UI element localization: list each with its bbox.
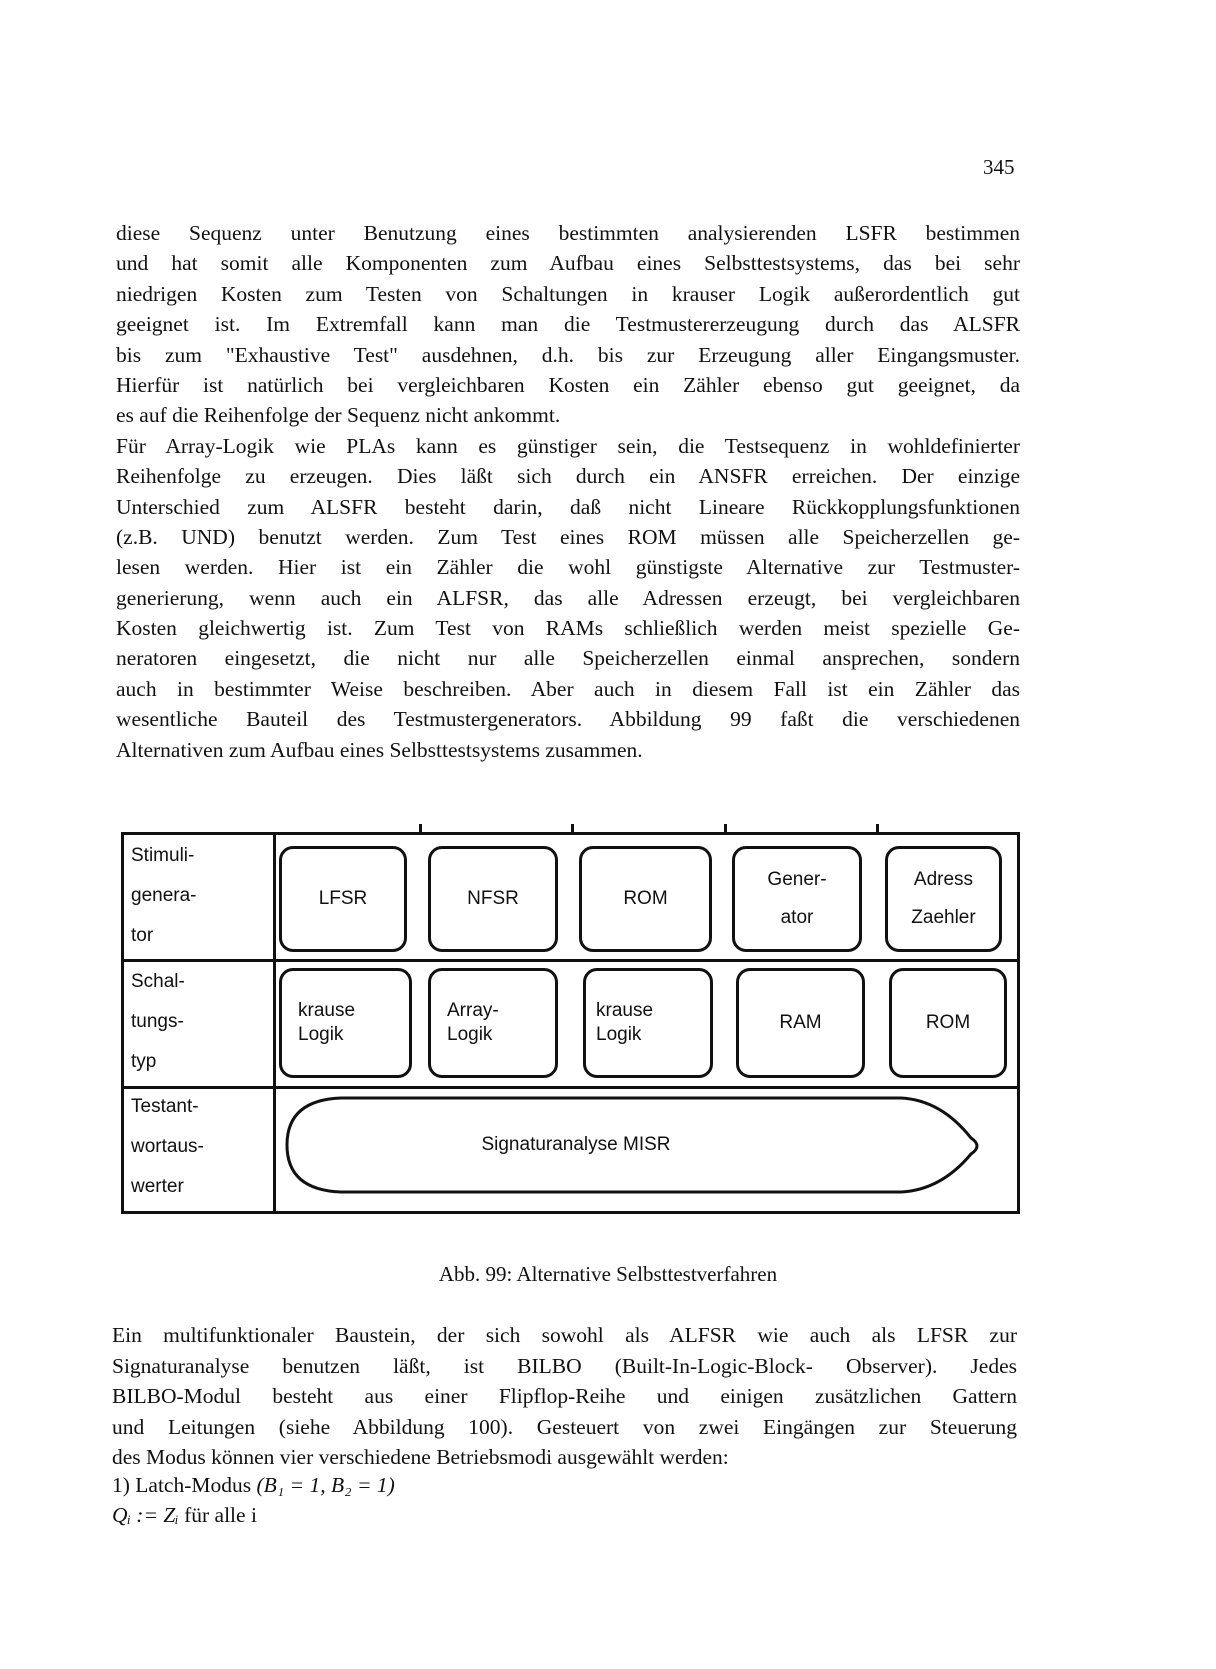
list-item-label: 1) Latch-Modus [112,1473,257,1497]
text-line: auch in bestimmter Weise beschreiben. Aber auch in diesem Fall ist ein Zähler das [116,676,1020,701]
figure-99 [121,832,1020,1214]
text-line: Hierfür ist natürlich bei vergleichbaren Kosten ein Zähler ebenso gut geeignet, da [116,372,1020,397]
cell-krause-logik-2: krause Logik [583,968,713,1078]
body-text-top [116,218,1020,765]
rule-text: für alle i [178,1503,257,1527]
figure-caption: Abb. 99: Alternative Selbsttestverfahren [438,1262,778,1286]
text-line: Ein multifunktionaler Baustein, der sich sowohl als ALFSR wie auch als LFSR zur [112,1323,1017,1347]
column-tick [724,824,727,835]
text-line: Kosten gleichwertig ist. Zum Test von RAMs schließlich werden meist spezielle Ge- [116,616,1020,641]
text-line: lesen werden. Hier ist ein Zähler die wohl günstigste Alternative zur Testmuster- [116,555,1020,580]
column-tick [876,824,879,835]
text-line: Alternativen zum Aufbau eines Selbsttestsystems zusammen. [116,737,643,762]
cell-adress-zaehler: Adress Zaehler [885,846,1002,952]
text-line: bis zum "Exhaustive Test" ausdehnen, d.h. bis zur Erzeugung aller Eingangsmuster. [116,342,1020,367]
text-line: Signaturanalyse benutzen läßt, ist BILBO (Built-In-Logic-Block- Observer). Jedes [112,1353,1017,1378]
text-line: BILBO-Modul besteht aus einer Flipflop-Reihe und einigen zusätzlichen Gattern [112,1384,1017,1408]
cell-nfsr: NFSR [428,846,558,952]
text-line: Unterschied zum ALSFR besteht darin, daß nicht Lineare Rückkopplungsfunktionen [116,494,1020,519]
list-item-rule [112,1503,257,1528]
cell-krause-logik: krause Logik [279,968,412,1078]
page-number: 345 [983,155,1015,179]
text-line: und Leitungen (siehe Abbildung 100). Gesteuert von zwei Eingängen zur Steuerung [112,1414,1017,1439]
column-tick [571,824,574,835]
cell-lfsr: LFSR [279,846,407,952]
paragraph-1 [116,218,1020,431]
paragraph-2 [116,431,1020,765]
row-label-testantwortauswerter: Testant- wortaus- werter [131,1096,204,1197]
rule-formula: Qᵢ := Zᵢ [112,1503,179,1527]
row-divider [121,1086,1020,1089]
row-divider [121,959,1020,962]
text-line: und hat somit alle Komponenten zum Aufbau eines Selbsttestsystems, das bei sehr [116,251,1020,276]
cell-ram: RAM [736,968,865,1078]
cell-generator: Gener- ator [732,846,862,952]
text-line: diese Sequenz unter Benutzung eines bestimmten analysierenden LSFR bestimmen [116,221,1020,245]
label-column-divider [273,832,276,1214]
text-line: niedrigen Kosten zum Testen von Schaltungen in krauser Logik außerordentlich gut [116,281,1020,306]
column-tick [419,824,422,835]
text-line: geeignet ist. Im Extremfall kann man die Testmustererzeugung durch das ALSFR [116,312,1020,337]
text-line: neratoren eingesetzt, die nicht nur alle Speicherzellen einmal ansprechen, sondern [116,646,1020,671]
text-line: (z.B. UND) benutzt werden. Zum Test eines ROM müssen alle Speicherzellen ge- [116,524,1020,549]
cell-rom: ROM [889,968,1007,1078]
cell-rom-generator: ROM [579,846,712,952]
text-line: des Modus können vier verschiedene Betriebsmodi ausgewählt werden: [112,1445,729,1469]
list-item-latch-modus [112,1473,395,1498]
text-line: es auf die Reihenfolge der Sequenz nicht ankommt. [116,403,561,428]
text-line: generierung, wenn auch ein ALFSR, das alle Adressen erzeugt, bei vergleichbaren [116,585,1020,610]
text-line: wesentliche Bauteil des Testmustergenerators. Abbildung 99 faßt die verschiedenen [116,707,1020,732]
list-item-formula: (B₁ = 1, B₂ = 1) [256,1473,395,1497]
row-label-stimuli: Stimuli- genera- tor [131,845,197,946]
cell-array-logik: Array- Logik [428,968,558,1078]
text-line: Für Array-Logik wie PLAs kann es günstiger sein, die Testsequenz in wohldefinierter [116,433,1020,458]
text-line: Reihenfolge zu erzeugen. Dies läßt sich durch ein ANSFR erreichen. Der einzige [116,464,1020,489]
misr-label: Signaturanalyse MISR [481,1134,671,1155]
row-label-schaltungstyp: Schal- tungs- typ [131,971,185,1072]
paragraph-3 [112,1320,1017,1473]
